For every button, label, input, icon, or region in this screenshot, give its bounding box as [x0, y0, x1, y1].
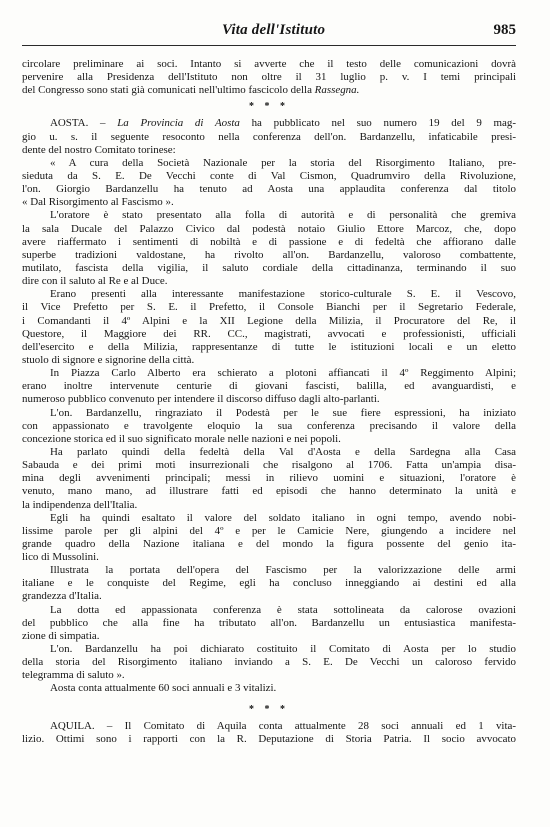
paragraph-congress [22, 58, 516, 97]
paragraph-aosta-intro [22, 117, 516, 156]
paragraph-quote [22, 157, 516, 210]
page-number: 985 [493, 22, 516, 38]
text-line: La dotta ed appassionata conferenza è stata sottolineata da calorose ovazioni [50, 603, 516, 616]
newspaper-title: La Provincia di Aosta [117, 117, 240, 130]
text-line: concezione storica ed il suo significato morale nelle nazioni e nei popoli. [22, 432, 341, 445]
running-title: Vita dell'Istituto [222, 22, 326, 38]
text-line: mina degli avvenimenti principali; messi in rilievo uomini e situazioni, l'oratore è [22, 472, 516, 485]
text-line: Sabauda e dei primi moti insurrezionali che risalgono al 1706. Fatta un'ampia disa- [22, 459, 516, 472]
text-line: mutilato, fascista della vigilia, il saluto cordiale della cittadinanza, terminando il suo [22, 261, 516, 274]
text-line: della storia del Risorgimento italiano inviando a S. E. De Vecchi un caloroso fervido [22, 656, 516, 669]
text-line: Erano presenti alla interessante manifestazione storico-culturale S. E. il Vescovo, [50, 288, 516, 301]
text-line: Questore, il Maggiore dei RR. CC., magistrati, avvocati e professionisti, ufficiali [22, 327, 516, 340]
text-line: dell'esercito e della Milizia, rappresentanze di tutte le istituzioni locali e un eletto [22, 340, 516, 353]
text-line: « A cura della Società Nazionale per la storia del Risorgimento Italiano, pre- [50, 156, 516, 169]
paragraph-piazza [22, 367, 516, 406]
text-line: avere riaffermato i sentimenti di nobiltà e di passione e di fedeltà che affiorano dalle [22, 235, 516, 248]
text-line: numeroso pubblico convenuto per intendere il discorso diffuso dagli alto-parlanti. [22, 393, 380, 406]
text-line: del pubblico che alla fine ha tributato all'on. Bardanzellu un entusiastica manifesta- [22, 616, 516, 629]
text-line: pervenire alla Presidenza dell'Istituto non oltre il 31 luglio p. v. I temi principali [22, 71, 516, 84]
text-line: la sala Ducale del Palazzo Civico dal podestà notaio Giulio Ettore Marcoz, che, dopo [22, 222, 516, 235]
text-line: gio u. s. il seguente resoconto nella conferenza dell'on. Bardanzellu, infaticabile presi- [22, 130, 516, 143]
journal-title: Rassegna. [314, 84, 360, 97]
text-line: grandezza d'Italia. [22, 590, 102, 603]
text-line: zione di simpatia. [22, 629, 100, 642]
text-line: AQUILA. – Il Comitato di Aquila conta attualmente 28 soci annuali ed 1 vita- [50, 719, 516, 732]
text-line: grande quadro della Nazione italiana e del mondo la figura possente del genio ita- [22, 537, 516, 550]
text-line: la indipendenza dell'Italia. [22, 498, 138, 511]
text-line: lissime parole per gli alpini del 4º e per le Camicie Nere, giungendo a incidere nel [22, 524, 516, 537]
text-line: L'oratore è stato presentato alla folla di autorità e di personalità che gremiva [50, 209, 516, 222]
section-separator: * * * [249, 101, 289, 113]
paragraph-orator [22, 209, 516, 288]
text-line: « Dal Risorgimento al Fascismo ». [22, 196, 174, 209]
text-line: venuto, mano mano, ad illustrare fatti ed episodi che hanno determinato la unità e [22, 485, 516, 498]
paragraph-comitato [22, 643, 516, 682]
text-line: i Comandanti il 4º Alpini e la XII Legione della Milizia, il Procuratore del Re, il [22, 314, 516, 327]
paragraph-speech-start [22, 407, 516, 446]
text-line: Ha parlato quindi della fedeltà della Val d'Aosta e della Sardegna alla Casa [50, 445, 516, 458]
text-line: L'on. Bardanzellu ha poi dichiarato costituito il Comitato di Aosta per lo studio [50, 643, 516, 656]
text-line: superbe tradizioni valdostane, ha rivolto all'on. Bardanzellu, valoroso combattente, [22, 248, 516, 261]
paragraph-fascismo [22, 564, 516, 603]
text-line [22, 84, 516, 97]
paragraph-fedelta [22, 446, 516, 512]
text-line: In Piazza Carlo Alberto era schierato a plotoni affiancati il 4º Reggimento Alpini; [50, 367, 516, 380]
paragraph-ovazioni [22, 604, 516, 643]
paragraph-attendees [22, 288, 516, 367]
text-line: circolare preliminare ai soci. Intanto si avverte che il testo delle comunicazioni dovrà [22, 58, 516, 70]
text-span: del Congresso sono stati già comunicati nell'ultimo fascicolo della [22, 84, 315, 97]
section-separator: * * * [249, 703, 289, 715]
text-line: lizio. Ottimi sono i rapporti con la R. Deputazione di Storia Patria. Il socio avvocato [22, 732, 516, 745]
text-line: dente del nostro Comitato torinese: [22, 143, 176, 156]
text-line: con appassionato e travolgente eloquio la sua conferenza precisando il valore della [22, 419, 516, 432]
text-line: stuolo di signore e signorine della città. [22, 353, 195, 366]
paragraph-soci [22, 682, 516, 695]
text-line: Egli ha quindi esaltato il valore del soldato italiano in ogni tempo, avendo nobi- [50, 511, 516, 524]
paragraph-aquila [22, 720, 516, 746]
header-rule [22, 45, 516, 46]
text-line [22, 117, 516, 130]
text-line: Illustrata la portata dell'opera del Fascismo per la valorizzazione delle armi [50, 564, 516, 577]
paragraph-soldato [22, 512, 516, 565]
text-line: lico di Mussolini. [22, 551, 99, 564]
text-line: L'on. Bardanzellu, ringraziato il Podestà per le sue fiere espressioni, ha iniziato [50, 406, 516, 419]
text-line: sieduta da S. E. De Vecchi conte di Val Cismon, Quadrumviro della Rivoluzione, [22, 169, 516, 182]
city-heading: AOSTA. – [50, 117, 118, 130]
page-body [22, 58, 516, 746]
text-line: Aosta conta attualmente 60 soci annuali e 3 vitalizi. [50, 682, 277, 695]
text-line: telegramma di saluto ». [22, 669, 125, 682]
text-line: dire con il saluto al Re e al Duce. [22, 275, 168, 288]
text-line: italiane e le conquiste del Regime, egli ha concluso inneggiando ai destini ed alla [22, 577, 516, 590]
page-header [22, 22, 516, 42]
text-line: l'on. Giorgio Bardanzellu ha tenuto ad Aosta una applaudita conferenza dal titolo [22, 183, 516, 196]
text-line: erano inoltre intervenute centurie di giovani fascisti, balilla, ed avanguardisti, e [22, 380, 516, 393]
text-line: il Vice Prefetto per S. E. il Prefetto, il Console Bianchi per il Segretario Federale, [22, 301, 516, 314]
text-span: ha pubblicato nel suo numero 19 del 9 mag- [239, 117, 517, 130]
